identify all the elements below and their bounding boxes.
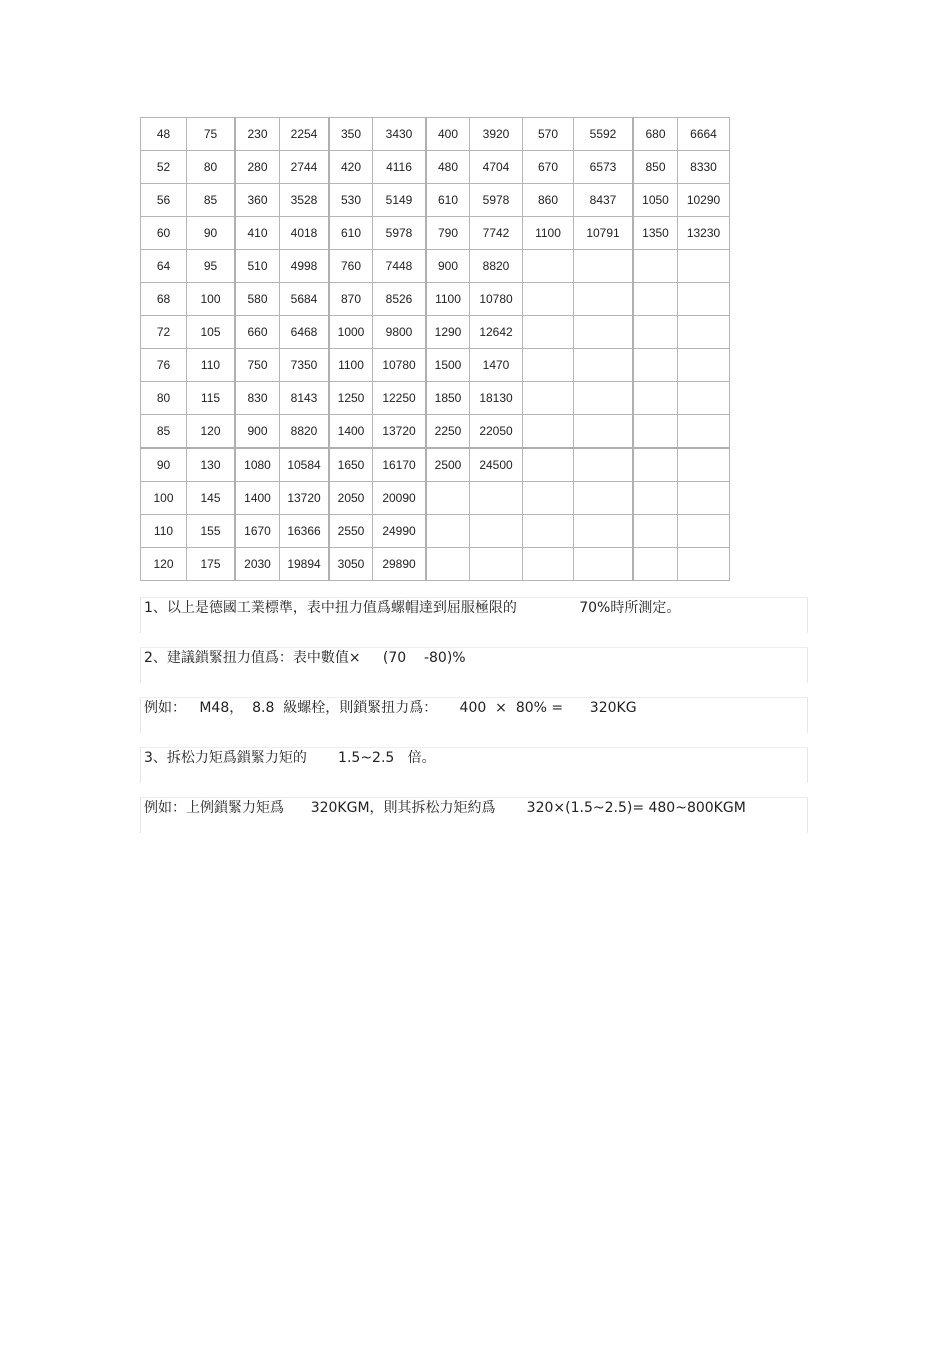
table-cell: 510 — [235, 250, 280, 283]
table-cell — [523, 382, 574, 415]
table-cell: 19894 — [280, 548, 330, 581]
table-cell — [574, 382, 634, 415]
table-row — [141, 382, 730, 415]
table-cell: 1400 — [235, 482, 280, 515]
table-cell: 76 — [141, 349, 187, 382]
table-cell: 7742 — [470, 217, 523, 250]
table-cell: 4704 — [470, 151, 523, 184]
table-cell: 1850 — [426, 382, 470, 415]
table-cell: 8437 — [574, 184, 634, 217]
table-cell: 360 — [235, 184, 280, 217]
table-cell: 900 — [235, 415, 280, 449]
table-row — [141, 448, 730, 482]
table-cell: 1670 — [235, 515, 280, 548]
table-cell: 2254 — [280, 118, 330, 151]
table-row — [141, 548, 730, 581]
table-cell: 5149 — [373, 184, 427, 217]
table-cell: 12642 — [470, 316, 523, 349]
table-cell: 5978 — [373, 217, 427, 250]
table-cell: 8143 — [280, 382, 330, 415]
table-cell: 8330 — [678, 151, 730, 184]
table-cell — [470, 482, 523, 515]
table-cell — [678, 349, 730, 382]
table-cell: 530 — [329, 184, 373, 217]
table-cell: 3528 — [280, 184, 330, 217]
table-cell: 90 — [141, 448, 187, 482]
table-cell: 52 — [141, 151, 187, 184]
table-cell: 100 — [141, 482, 187, 515]
table-cell: 3430 — [373, 118, 427, 151]
note-3-example: 例如： M48， 8.8 級螺栓，則鎖緊扭力爲： 400 × 80% = 320KG — [140, 697, 808, 733]
table-cell: 90 — [187, 217, 236, 250]
table-cell: 115 — [187, 382, 236, 415]
table-cell: 110 — [141, 515, 187, 548]
table-cell: 1350 — [633, 217, 678, 250]
table-cell: 1250 — [329, 382, 373, 415]
table-row — [141, 217, 730, 250]
table-cell: 9800 — [373, 316, 427, 349]
table-cell: 48 — [141, 118, 187, 151]
table-cell: 1000 — [329, 316, 373, 349]
table-cell: 5592 — [574, 118, 634, 151]
table-cell: 20090 — [373, 482, 427, 515]
table-cell: 145 — [187, 482, 236, 515]
table-cell — [426, 515, 470, 548]
table-cell: 1080 — [235, 448, 280, 482]
table-cell: 860 — [523, 184, 574, 217]
table-cell: 6468 — [280, 316, 330, 349]
table-cell: 2500 — [426, 448, 470, 482]
table-cell: 22050 — [470, 415, 523, 449]
table-cell: 750 — [235, 349, 280, 382]
table-cell: 660 — [235, 316, 280, 349]
table-cell: 6664 — [678, 118, 730, 151]
table-cell — [678, 415, 730, 449]
notes-section — [140, 597, 808, 833]
table-row — [141, 415, 730, 449]
table-cell: 1650 — [329, 448, 373, 482]
table-cell — [574, 515, 634, 548]
table-cell: 24500 — [470, 448, 523, 482]
table-cell: 410 — [235, 217, 280, 250]
table-cell: 1290 — [426, 316, 470, 349]
table-cell — [523, 349, 574, 382]
table-cell: 100 — [187, 283, 236, 316]
table-cell: 72 — [141, 316, 187, 349]
table-cell: 680 — [633, 118, 678, 151]
table-cell: 60 — [141, 217, 187, 250]
table-cell — [574, 415, 634, 449]
table-cell — [678, 515, 730, 548]
table-cell — [678, 382, 730, 415]
table-row — [141, 283, 730, 316]
table-cell: 280 — [235, 151, 280, 184]
table-cell — [523, 316, 574, 349]
table-cell: 75 — [187, 118, 236, 151]
table-cell: 670 — [523, 151, 574, 184]
torque-table — [140, 117, 730, 581]
table-cell: 900 — [426, 250, 470, 283]
table-cell: 1470 — [470, 349, 523, 382]
table-cell: 120 — [187, 415, 236, 449]
note-4: 3、拆松力矩爲鎖緊力矩的 1.5~2.5 倍。 — [140, 747, 808, 783]
table-cell: 8526 — [373, 283, 427, 316]
table-cell — [574, 250, 634, 283]
table-cell: 85 — [141, 415, 187, 449]
table-row — [141, 184, 730, 217]
table-cell — [678, 482, 730, 515]
table-cell — [678, 250, 730, 283]
table-cell — [633, 548, 678, 581]
table-cell: 2050 — [329, 482, 373, 515]
table-cell: 56 — [141, 184, 187, 217]
table-cell — [574, 349, 634, 382]
table-cell — [523, 415, 574, 449]
table-cell: 870 — [329, 283, 373, 316]
table-cell: 7350 — [280, 349, 330, 382]
table-row — [141, 349, 730, 382]
table-cell: 230 — [235, 118, 280, 151]
table-cell: 1100 — [329, 349, 373, 382]
table-cell: 175 — [187, 548, 236, 581]
table-cell — [523, 448, 574, 482]
table-cell — [678, 448, 730, 482]
table-cell: 610 — [426, 184, 470, 217]
table-cell: 1500 — [426, 349, 470, 382]
table-cell: 18130 — [470, 382, 523, 415]
table-cell — [523, 482, 574, 515]
table-cell: 155 — [187, 515, 236, 548]
table-cell: 29890 — [373, 548, 427, 581]
table-row — [141, 250, 730, 283]
table-row — [141, 316, 730, 349]
table-cell: 8820 — [280, 415, 330, 449]
table-cell: 68 — [141, 283, 187, 316]
table-cell — [678, 316, 730, 349]
table-cell: 110 — [187, 349, 236, 382]
table-cell: 8820 — [470, 250, 523, 283]
table-row — [141, 118, 730, 151]
table-cell: 80 — [187, 151, 236, 184]
table-cell: 420 — [329, 151, 373, 184]
table-row — [141, 515, 730, 548]
table-cell: 5684 — [280, 283, 330, 316]
note-1: 1、以上是德國工業標準，表中扭力值爲螺帽達到屈服極限的 70%時所測定。 — [140, 597, 808, 633]
table-cell — [678, 548, 730, 581]
table-cell: 10780 — [470, 283, 523, 316]
table-cell: 1400 — [329, 415, 373, 449]
table-cell: 16366 — [280, 515, 330, 548]
table-cell: 4018 — [280, 217, 330, 250]
table-row — [141, 151, 730, 184]
table-cell: 80 — [141, 382, 187, 415]
table-cell: 95 — [187, 250, 236, 283]
table-cell: 10584 — [280, 448, 330, 482]
table-cell: 1100 — [523, 217, 574, 250]
table-cell: 1100 — [426, 283, 470, 316]
note-2: 2、建議鎖緊扭力值爲：表中數值× (70 -80)% — [140, 647, 808, 683]
table-cell — [470, 548, 523, 581]
table-cell — [633, 482, 678, 515]
table-cell: 400 — [426, 118, 470, 151]
table-cell: 12250 — [373, 382, 427, 415]
table-cell — [678, 283, 730, 316]
table-cell — [633, 283, 678, 316]
table-cell: 10791 — [574, 217, 634, 250]
table-cell: 24990 — [373, 515, 427, 548]
table-cell: 3050 — [329, 548, 373, 581]
table-cell — [574, 316, 634, 349]
table-cell: 570 — [523, 118, 574, 151]
table-cell: 610 — [329, 217, 373, 250]
table-cell: 7448 — [373, 250, 427, 283]
table-cell: 13720 — [373, 415, 427, 449]
table-cell — [574, 448, 634, 482]
table-cell: 2030 — [235, 548, 280, 581]
table-cell: 760 — [329, 250, 373, 283]
table-cell: 830 — [235, 382, 280, 415]
table-cell: 2250 — [426, 415, 470, 449]
table-cell: 16170 — [373, 448, 427, 482]
table-cell: 790 — [426, 217, 470, 250]
table-cell: 1050 — [633, 184, 678, 217]
table-cell — [523, 548, 574, 581]
table-cell — [426, 548, 470, 581]
table-cell — [633, 316, 678, 349]
table-cell: 130 — [187, 448, 236, 482]
table-cell — [523, 515, 574, 548]
table-cell: 85 — [187, 184, 236, 217]
table-cell: 13720 — [280, 482, 330, 515]
table-cell: 13230 — [678, 217, 730, 250]
table-cell: 5978 — [470, 184, 523, 217]
table-cell — [470, 515, 523, 548]
table-row — [141, 482, 730, 515]
table-cell — [633, 382, 678, 415]
table-cell: 480 — [426, 151, 470, 184]
table-cell: 4116 — [373, 151, 427, 184]
table-cell — [633, 349, 678, 382]
table-cell: 4998 — [280, 250, 330, 283]
table-cell: 2550 — [329, 515, 373, 548]
table-cell — [633, 448, 678, 482]
table-cell: 2744 — [280, 151, 330, 184]
table-cell — [523, 283, 574, 316]
table-cell: 350 — [329, 118, 373, 151]
note-5-example: 例如：上例鎖緊力矩爲 320KGM，則其拆松力矩約爲 320×(1.5~2.5)= 480~800KGM — [140, 797, 808, 833]
table-cell — [574, 482, 634, 515]
table-cell: 3920 — [470, 118, 523, 151]
table-cell — [523, 250, 574, 283]
table-cell: 6573 — [574, 151, 634, 184]
table-cell: 120 — [141, 548, 187, 581]
table-cell: 105 — [187, 316, 236, 349]
table-cell: 10290 — [678, 184, 730, 217]
table-cell — [574, 548, 634, 581]
table-cell — [633, 515, 678, 548]
table-cell: 64 — [141, 250, 187, 283]
table-cell — [426, 482, 470, 515]
table-cell: 10780 — [373, 349, 427, 382]
table-cell: 850 — [633, 151, 678, 184]
table-cell — [574, 283, 634, 316]
table-cell: 580 — [235, 283, 280, 316]
table-cell — [633, 250, 678, 283]
table-cell — [633, 415, 678, 449]
